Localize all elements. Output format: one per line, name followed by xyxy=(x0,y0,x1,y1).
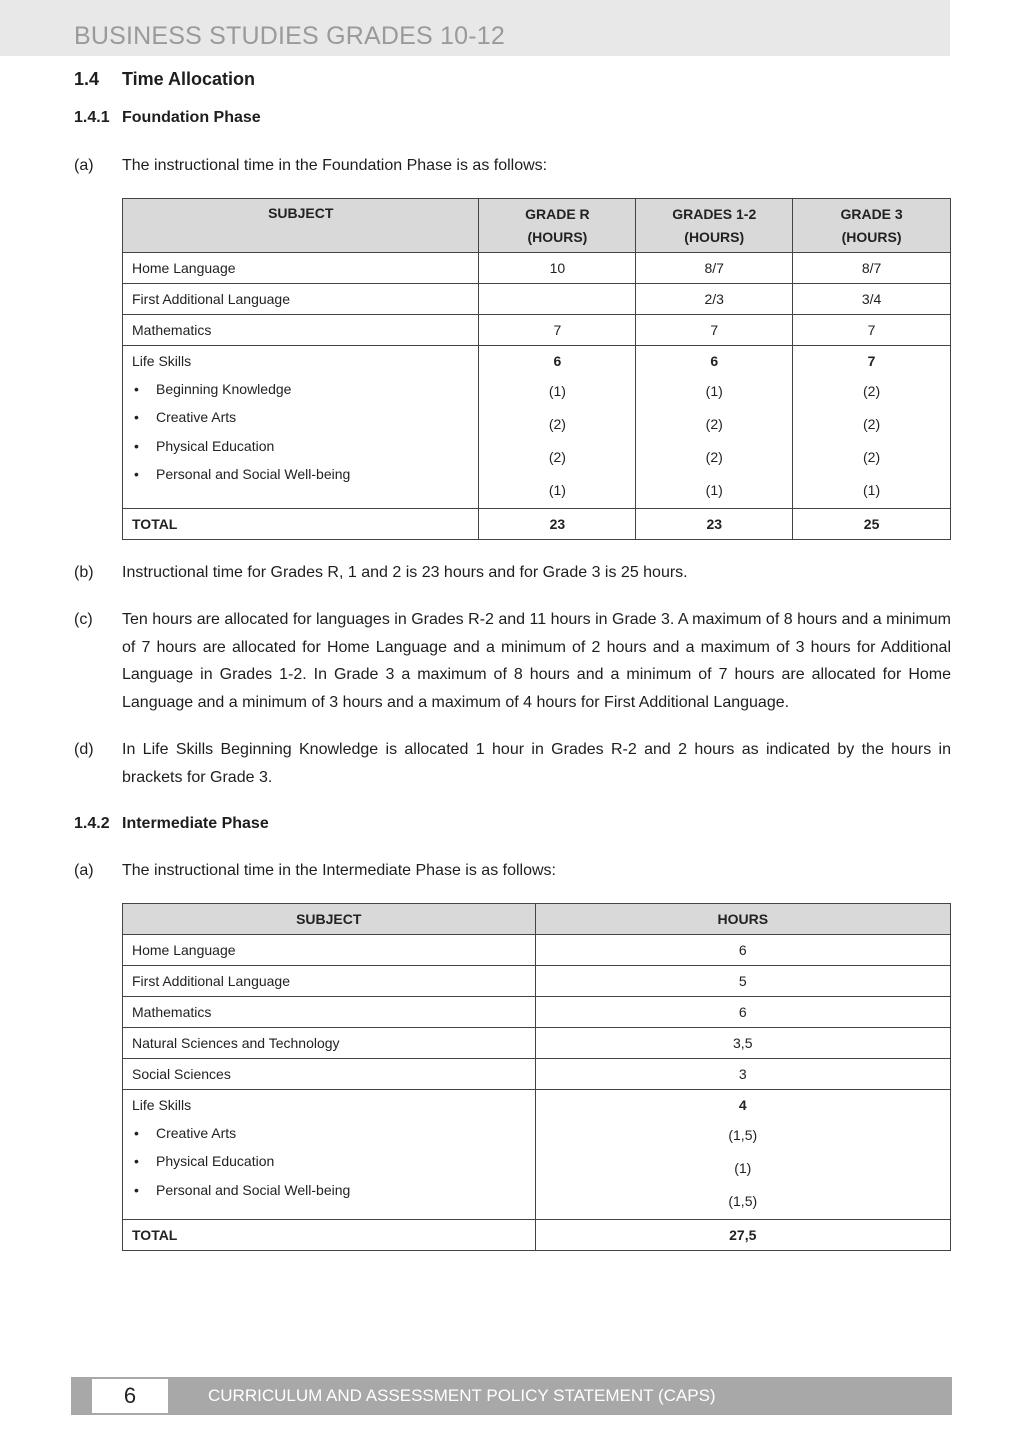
table-header-row xyxy=(123,904,951,935)
foundation-phase-table xyxy=(122,198,951,540)
value-cell xyxy=(479,284,636,315)
total-value: 23 xyxy=(636,509,793,540)
value-cell: 8/7 xyxy=(793,253,951,284)
life-skills-list xyxy=(132,1119,526,1204)
para-text: The instructional time in the Intermediate Phase is as follows: xyxy=(122,862,556,879)
intermediate-number: 1.4.2 xyxy=(74,815,110,832)
table-row xyxy=(123,966,951,997)
value-cell: 8/7 xyxy=(636,253,793,284)
total-label: TOTAL xyxy=(123,1220,536,1251)
value-cell: 6 xyxy=(535,997,950,1028)
col-header-subject: SUBJECT xyxy=(123,199,479,253)
subject-cell: Mathematics xyxy=(123,997,536,1028)
table-row xyxy=(123,997,951,1028)
document-header-title: BUSINESS STUDIES GRADES 10-12 xyxy=(74,22,505,50)
subject-cell: Social Sciences xyxy=(123,1059,536,1090)
col-header-grade-3: GRADE 3 (HOURS) xyxy=(793,199,951,253)
total-value: 23 xyxy=(479,509,636,540)
para-text: Instructional time for Grades R, 1 and 2 is 23 hours and for Grade 3 is 25 hours. xyxy=(122,564,688,581)
para-label: (a) xyxy=(74,862,94,879)
para-text: The instructional time in the Foundation Phase is as follows: xyxy=(122,157,548,174)
para-label: (c) xyxy=(74,611,93,628)
total-row xyxy=(123,1220,951,1251)
subject-cell: Home Language xyxy=(123,935,536,966)
page-number: 6 xyxy=(92,1379,168,1413)
value-cell: 3/4 xyxy=(793,284,951,315)
value-cell: 3 xyxy=(535,1059,950,1090)
life-skills-values-hours: 4 (1,5) (1) (1,5) xyxy=(535,1090,950,1220)
footer-title: CURRICULUM AND ASSESSMENT POLICY STATEMENT (CAPS) xyxy=(208,1386,716,1405)
table-row xyxy=(123,253,951,284)
table-row xyxy=(123,315,951,346)
list-item: • Creative Arts xyxy=(132,1119,526,1147)
value-cell: 10 xyxy=(479,253,636,284)
life-skills-values-grades-1-2: 6 (1) (2) (2) (1) xyxy=(636,346,793,509)
list-item: • Creative Arts xyxy=(132,403,469,431)
life-skills-row xyxy=(123,1090,951,1220)
foundation-title: Foundation Phase xyxy=(122,109,261,126)
para-label: (d) xyxy=(74,741,94,758)
life-skills-values-grade-3: 7 (2) (2) (2) (1) xyxy=(793,346,951,509)
life-skills-values-grade-r: 6 (1) (2) (2) (1) xyxy=(479,346,636,509)
para-label: (a) xyxy=(74,157,94,174)
table-row xyxy=(123,935,951,966)
total-label: TOTAL xyxy=(123,509,479,540)
section-number: 1.4 xyxy=(74,69,100,89)
subject-cell: Home Language xyxy=(123,253,479,284)
value-cell: 6 xyxy=(535,935,950,966)
table-header-row xyxy=(123,199,951,253)
total-value: 25 xyxy=(793,509,951,540)
list-item: • Physical Education xyxy=(132,432,469,460)
intermediate-heading xyxy=(74,815,269,833)
list-item: • Personal and Social Well-being xyxy=(132,1176,526,1204)
subject-cell: First Additional Language xyxy=(123,966,536,997)
life-skills-subject-cell xyxy=(123,1090,536,1220)
life-skills-row xyxy=(123,346,951,509)
life-skills-list xyxy=(132,375,469,488)
life-skills-label: Life Skills xyxy=(132,353,192,369)
col-header-subject: SUBJECT xyxy=(123,904,536,935)
foundation-heading xyxy=(74,109,261,127)
life-skills-subject-cell xyxy=(123,346,479,509)
life-skills-label: Life Skills xyxy=(132,1097,192,1113)
value-cell: 2/3 xyxy=(636,284,793,315)
col-header-grade-r: GRADE R (HOURS) xyxy=(479,199,636,253)
total-row xyxy=(123,509,951,540)
list-item: • Beginning Knowledge xyxy=(132,375,469,403)
table-row xyxy=(123,1059,951,1090)
section-title: Time Allocation xyxy=(122,69,256,89)
table-row xyxy=(123,284,951,315)
table-row xyxy=(123,1028,951,1059)
col-header-grades-1-2: GRADES 1-2 (HOURS) xyxy=(636,199,793,253)
para-label: (b) xyxy=(74,564,94,581)
value-cell: 5 xyxy=(535,966,950,997)
subject-cell: Mathematics xyxy=(123,315,479,346)
list-item: • Personal and Social Well-being xyxy=(132,460,469,488)
subject-cell: Natural Sciences and Technology xyxy=(123,1028,536,1059)
total-value: 27,5 xyxy=(535,1220,950,1251)
col-header-hours: HOURS xyxy=(535,904,950,935)
value-cell: 7 xyxy=(793,315,951,346)
subject-cell: First Additional Language xyxy=(123,284,479,315)
para-text: Ten hours are allocated for languages in Grades R-2 and 11 hours in Grade 3. A maximum of 8 hours and a minimum of 7 hours are allocated for Home Language and a minimum of 2 hours and a maximum of 3 hours for Additional Language in Grades 1-2. In Grade 3 a maximum of 8 hours and a minimum of 7 hours are allocated for Home Language and a minimum of 3 hours and a maximum of 4 hours for First Additional Language. xyxy=(122,611,951,711)
list-item: • Physical Education xyxy=(132,1147,526,1175)
section-heading xyxy=(74,69,255,90)
value-cell: 7 xyxy=(636,315,793,346)
para-text: In Life Skills Beginning Knowledge is allocated 1 hour in Grades R-2 and 2 hours as indicated by the hours in brackets for Grade 3. xyxy=(122,741,951,786)
intermediate-phase-table xyxy=(122,903,951,1251)
foundation-number: 1.4.1 xyxy=(74,109,110,126)
intermediate-title: Intermediate Phase xyxy=(122,815,269,832)
value-cell: 7 xyxy=(479,315,636,346)
value-cell: 3,5 xyxy=(535,1028,950,1059)
